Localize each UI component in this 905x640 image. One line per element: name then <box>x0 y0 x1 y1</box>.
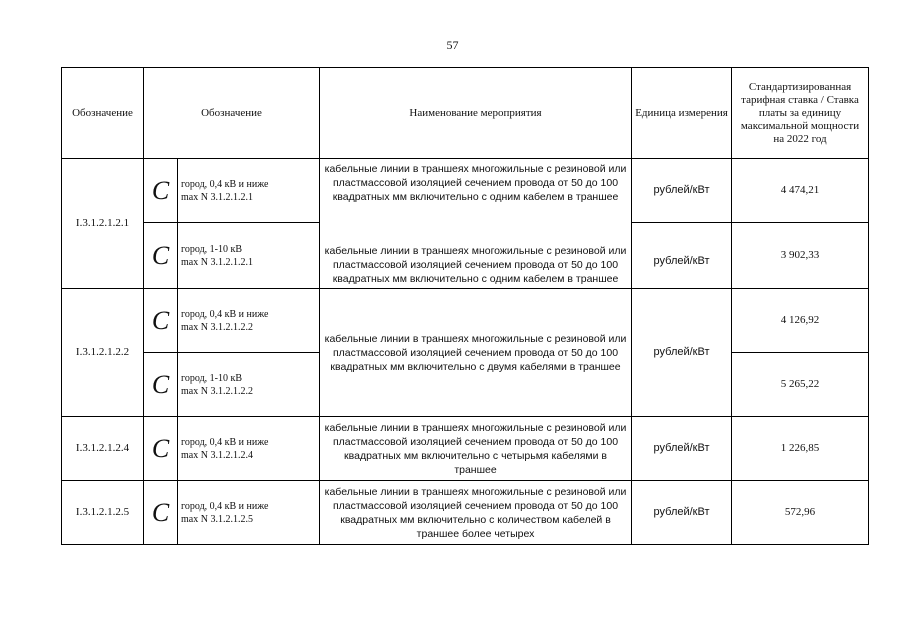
voltage-label: город, 1-10 кВ <box>181 372 243 384</box>
measure-description: кабельные линии в траншеях многожильные с резиновой или пластмассовой изоляцией сечением провода от 50 до 100 квадратных мм включительно с одним кабелем в траншее <box>324 162 627 203</box>
measure-description: кабельные линии в траншеях многожильные с резиновой или пластмассовой изоляцией сечением провода от 50 до 100 квадратных мм включительно с четырьмя кабелями в траншее <box>320 417 632 481</box>
voltage-label: город, 0,4 кВ и ниже <box>181 436 269 448</box>
voltage-label: город, 1-10 кВ <box>181 243 243 255</box>
rate-cell: 4 126,92 <box>732 289 869 353</box>
voltage-label: город, 0,4 кВ и ниже <box>181 178 269 190</box>
index-label: max N 3.1.2.1.2.1 <box>181 191 253 203</box>
unit-cell: рублей/кВт <box>632 223 732 289</box>
voltage-label: город, 0,4 кВ и ниже <box>181 308 269 320</box>
tariff-symbol: C <box>144 417 178 481</box>
voltage-cell <box>178 289 320 353</box>
group-code: I.3.1.2.1.2.2 <box>62 289 144 417</box>
group-code: I.3.1.2.1.2.4 <box>62 417 144 481</box>
unit-cell: рублей/кВт <box>632 159 732 223</box>
rate-cell: 572,96 <box>732 481 869 545</box>
tariff-symbol: C <box>144 223 178 289</box>
unit-cell: рублей/кВт <box>632 417 732 481</box>
unit-cell: рублей/кВт <box>632 481 732 545</box>
tariff-table <box>61 67 869 545</box>
group-code: I.3.1.2.1.2.5 <box>62 481 144 545</box>
rate-cell: 1 226,85 <box>732 417 869 481</box>
voltage-label: город, 0,4 кВ и ниже <box>181 500 269 512</box>
tariff-symbol: C <box>144 289 178 353</box>
rate-cell: 5 265,22 <box>732 353 869 417</box>
voltage-cell <box>178 353 320 417</box>
header-designation-2: Обозначение <box>144 68 320 159</box>
index-label: max N 3.1.2.1.2.1 <box>181 256 253 268</box>
table-row <box>62 481 869 545</box>
index-label: max N 3.1.2.1.2.5 <box>181 513 253 525</box>
voltage-cell <box>178 223 320 289</box>
table-row <box>62 289 869 353</box>
tariff-symbol: C <box>144 481 178 545</box>
rate-cell: 3 902,33 <box>732 223 869 289</box>
header-row <box>62 68 869 159</box>
header-measure-name: Наименование мероприятия <box>320 68 632 159</box>
tariff-symbol: C <box>144 353 178 417</box>
voltage-cell <box>178 159 320 223</box>
measure-description-cell <box>320 159 632 289</box>
index-label: max N 3.1.2.1.2.4 <box>181 449 253 461</box>
voltage-cell <box>178 417 320 481</box>
unit-cell: рублей/кВт <box>632 289 732 417</box>
page-number: 57 <box>446 38 459 52</box>
table-row <box>62 159 869 223</box>
table-row <box>62 417 869 481</box>
tariff-symbol: C <box>144 159 178 223</box>
index-label: max N 3.1.2.1.2.2 <box>181 385 253 397</box>
voltage-cell <box>178 481 320 545</box>
header-designation-1: Обозначение <box>62 68 144 159</box>
header-unit: Единица измерения <box>632 68 732 159</box>
group-code: I.3.1.2.1.2.1 <box>62 159 144 289</box>
header-rate: Стандартизированная тарифная ставка / Ставка платы за единицу максимальной мощности на 2022 год <box>732 68 869 159</box>
rate-cell: 4 474,21 <box>732 159 869 223</box>
index-label: max N 3.1.2.1.2.2 <box>181 321 253 333</box>
measure-description: кабельные линии в траншеях многожильные с резиновой или пластмассовой изоляцией сечением провода от 50 до 100 квадратных мм включительно с количеством кабелей в траншее более четырех <box>320 481 632 545</box>
measure-description: кабельные линии в траншеях многожильные с резиновой или пластмассовой изоляцией сечением провода от 50 до 100 квадратных мм включительно с двумя кабелями в траншее <box>320 289 632 417</box>
measure-description: кабельные линии в траншеях многожильные с резиновой или пластмассовой изоляцией сечением провода от 50 до 100 квадратных мм включительно с одним кабелем в траншее <box>324 244 627 285</box>
